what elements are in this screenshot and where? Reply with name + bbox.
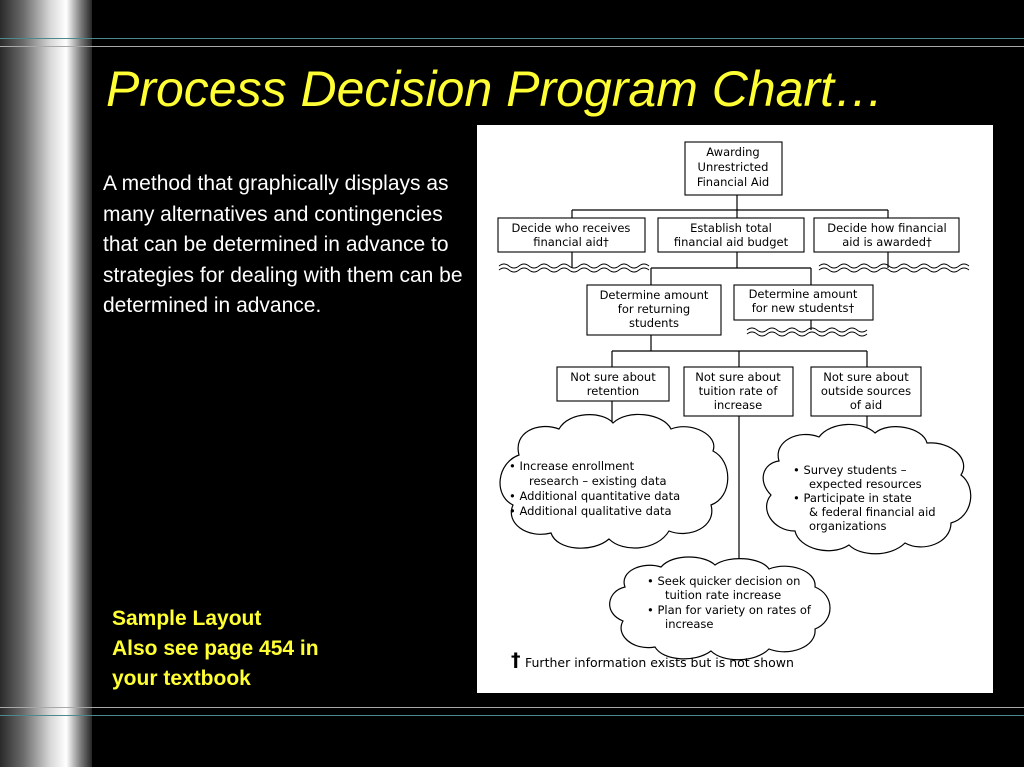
node-root-line: Awarding <box>706 145 760 159</box>
pdpc-diagram <box>477 125 993 693</box>
node-line: increase <box>713 398 763 412</box>
cloud-bottom-line: • Plan for variety on rates of <box>647 603 811 617</box>
node-line: Establish total <box>690 221 772 235</box>
description-text: A method that graphically displays as many alternatives and contingencies that can be determined in advance to strategies for dealing with them can be determined in advance. <box>103 172 463 317</box>
node-line: Not sure about <box>695 370 781 384</box>
cloud-right-line: organizations <box>809 519 887 533</box>
cloud-right <box>763 424 971 553</box>
node-line: Decide who receives <box>511 221 631 235</box>
node-decide-how <box>814 218 959 252</box>
footnote-text: Further information exists but is not shown <box>525 655 794 670</box>
cloud-right-line: expected resources <box>809 477 922 491</box>
node-root-line: Unrestricted <box>697 160 769 174</box>
left-gradient-band <box>0 0 92 767</box>
cloud-bottom <box>610 557 830 660</box>
cloud-left-line: research – existing data <box>529 474 667 488</box>
wave-new-students <box>747 328 867 332</box>
node-line: students <box>629 316 679 330</box>
top-rule <box>0 38 1024 39</box>
node-line: outside sources <box>820 384 912 398</box>
node-line: financial aid budget <box>673 235 789 249</box>
cloud-left-line: • Additional quantitative data <box>509 489 681 503</box>
wave-left <box>499 264 649 268</box>
wave-right <box>819 264 969 268</box>
note-line: your textbook <box>112 667 251 690</box>
top-rule-secondary <box>0 46 1024 47</box>
node-line: Determine amount <box>748 287 858 301</box>
node-line: tuition rate of <box>698 384 778 398</box>
node-line: of aid <box>849 398 883 412</box>
node-line: for new students† <box>751 301 855 315</box>
node-line: for returning <box>617 302 691 316</box>
slide-title: Process Decision Program Chart… <box>106 61 885 117</box>
node-line: Not sure about <box>823 370 909 384</box>
bottom-rule-secondary <box>0 707 1024 708</box>
node-line: Not sure about <box>570 370 656 384</box>
bottom-rule <box>0 715 1024 716</box>
node-tuition <box>684 367 793 416</box>
footnote-dagger: † <box>511 649 521 671</box>
cloud-bottom-line: increase <box>665 617 714 631</box>
node-line: financial aid† <box>533 235 609 249</box>
reference-note <box>112 604 319 694</box>
cloud-bottom-line: • Seek quicker decision on <box>647 574 801 588</box>
node-establish-budget <box>658 218 804 252</box>
node-line: Determine amount <box>599 288 709 302</box>
node-root <box>685 142 782 195</box>
node-new-students <box>734 285 873 320</box>
cloud-right-line: • Participate in state <box>793 491 912 505</box>
node-line: retention <box>586 384 640 398</box>
cloud-left-line: • Increase enrollment <box>509 459 635 473</box>
node-decide-who <box>498 218 645 252</box>
node-root-line: Financial Aid <box>696 175 770 189</box>
pdpc-diagram-svg <box>477 125 993 693</box>
node-outside-sources <box>811 367 921 416</box>
node-line: Decide how financial <box>827 221 947 235</box>
node-line: aid is awarded† <box>842 235 932 249</box>
note-line: Also see page 454 in <box>112 637 319 660</box>
cloud-left <box>500 414 728 548</box>
cloud-right-line: • Survey students – <box>793 463 907 477</box>
note-line: Sample Layout <box>112 607 262 630</box>
cloud-left-line: • Additional qualitative data <box>509 504 672 518</box>
node-returning-students <box>587 285 721 335</box>
cloud-right-line: & federal financial aid <box>809 505 936 519</box>
node-retention <box>557 367 669 401</box>
cloud-bottom-line: tuition rate increase <box>665 588 782 602</box>
